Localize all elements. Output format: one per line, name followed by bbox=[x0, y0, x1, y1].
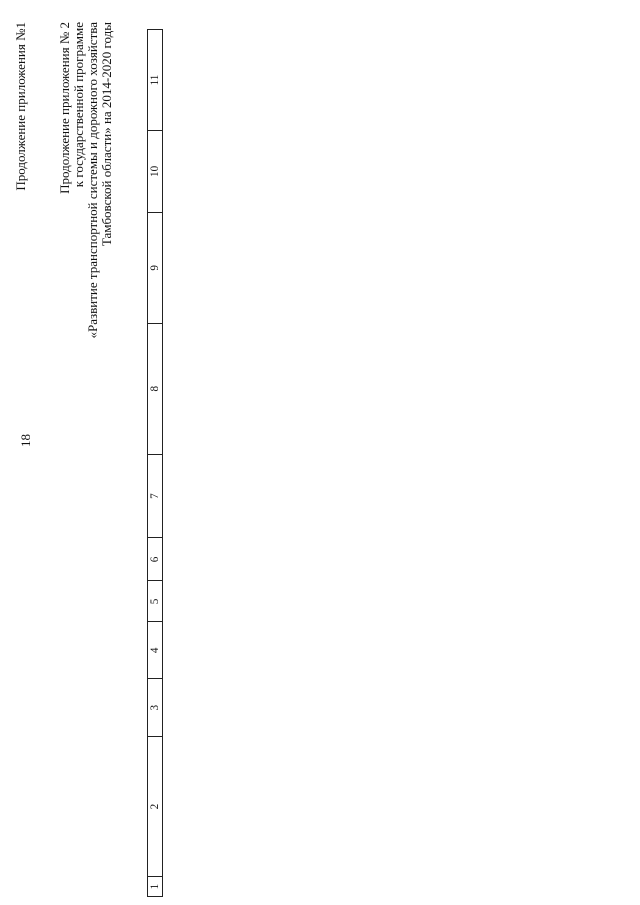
col-number: 9 bbox=[148, 212, 163, 323]
col-number: 8 bbox=[148, 323, 163, 454]
appendix-program-period: Тамбовской области» на 2014-2020 годы bbox=[99, 22, 114, 247]
col-number: 1 bbox=[148, 877, 163, 897]
program-table bbox=[147, 29, 163, 897]
col-number: 4 bbox=[148, 622, 163, 679]
col-number: 2 bbox=[148, 737, 163, 877]
col-number: 10 bbox=[148, 130, 163, 212]
appendix-continuation-1: Продолжение приложения №1 bbox=[13, 22, 28, 191]
appendix-program-title: «Развитие транспортной системы и дорожного хозяйства bbox=[85, 22, 100, 339]
column-number-row bbox=[148, 30, 163, 897]
appendix-continuation-2: Продолжение приложения № 2 bbox=[57, 22, 72, 194]
appendix-program: к государственной программе bbox=[71, 22, 86, 188]
col-number: 3 bbox=[148, 679, 163, 737]
page-number: 18 bbox=[18, 434, 33, 447]
col-number: 6 bbox=[148, 538, 163, 581]
col-number: 5 bbox=[148, 581, 163, 622]
col-number: 7 bbox=[148, 454, 163, 538]
col-number: 11 bbox=[148, 30, 163, 131]
